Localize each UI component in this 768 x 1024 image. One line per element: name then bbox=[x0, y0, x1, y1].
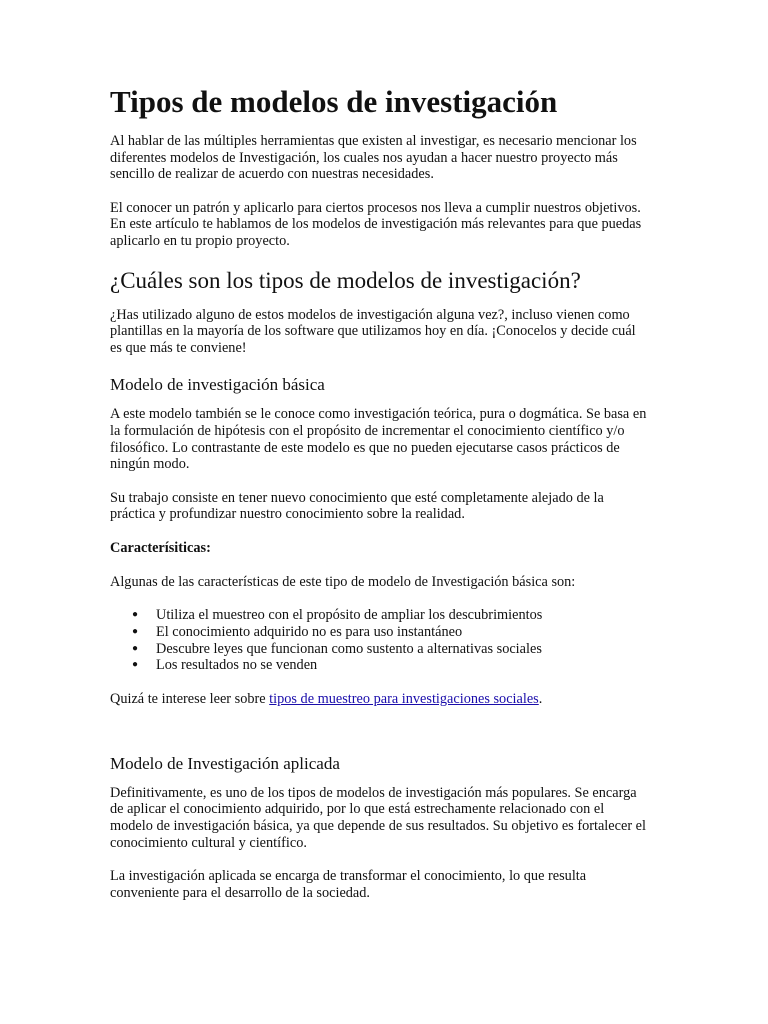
bullet-icon: ● bbox=[132, 642, 139, 654]
list-item bbox=[132, 657, 650, 674]
section-intro-paragraph: ¿Has utilizado alguno de estos modelos de investigación alguna vez?, incluso vienen como plantillas en la mayoría de los software que utilizamos hoy en día. ¡Conocelos y decide cuál es que más te conviene! bbox=[110, 306, 636, 356]
intro-paragraph-1: Al hablar de las múltiples herramientas que existen al investigar, es necesario mencionar los diferentes modelos de Investigación, los cuales nos ayudan a hacer nuestro proyecto más sencillo de realizar de acuerdo con nuestras necesidades. bbox=[110, 133, 637, 183]
basic-model-heading: Modelo de investigación básica bbox=[110, 375, 325, 395]
basic-paragraph-1: A este modelo también se le conoce como investigación teórica, pura o dogmática. Se basa en la formulación de hipótesis con el propósito de incrementar el conocimiento científico y/o filosófico. Lo contrastante de este modelo es que no pueden ejecutarse casos prácticos de ningún modo. bbox=[110, 406, 647, 473]
applied-paragraph-2: La investigación aplicada se encarga de transformar el conocimiento, lo que resulta conveniente para el desarrollo de la sociedad. bbox=[110, 868, 587, 901]
section-heading: ¿Cuáles son los tipos de modelos de investigación? bbox=[110, 267, 581, 293]
related-suffix: . bbox=[538, 691, 543, 708]
list-item-text: Utiliza el muestreo con el propósito de ampliar los descubrimientos bbox=[156, 607, 543, 624]
basic-paragraph-2: Su trabajo consiste en tener nuevo conocimiento que esté completamente alejado de la práctica y profundizar nuestro conocimiento sobre la realidad. bbox=[110, 489, 604, 523]
list-item bbox=[132, 623, 650, 641]
related-link[interactable]: tipos de muestreo para investigaciones sociales bbox=[269, 691, 539, 708]
features-list bbox=[110, 607, 650, 674]
list-item bbox=[132, 607, 650, 624]
list-item bbox=[132, 640, 650, 658]
related-prefix: Quizá te interese leer sobre bbox=[110, 691, 270, 708]
list-item-text: El conocimiento adquirido no es para uso instantáneo bbox=[156, 623, 463, 640]
list-item-text: Los resultados no se venden bbox=[156, 657, 318, 674]
bullet-icon: ● bbox=[132, 625, 139, 637]
features-intro: Algunas de las características de este tipo de modelo de Investigación básica son: bbox=[110, 573, 576, 590]
page-title: Tipos de modelos de investigación bbox=[110, 84, 558, 119]
applied-paragraph-1: Definitivamente, es uno de los tipos de modelos de investigación más populares. Se encarga de aplicar el conocimiento adquirido, por lo que está estrechamente relacionado con el modelo de investigación básica, ya que depende de sus resultados. Su objetivo es fortalecer el conocimiento cultural y científico. bbox=[110, 784, 646, 851]
features-label: Caracterísiticas: bbox=[110, 539, 211, 556]
bullet-icon: ● bbox=[132, 659, 139, 671]
related-reading bbox=[110, 691, 650, 708]
intro-paragraph-2: El conocer un patrón y aplicarlo para ciertos procesos nos lleva a cumplir nuestros objetivos. En este artículo te hablamos de los modelos de investigación más relevantes para que puedas aplicarlo en tu propio proyecto. bbox=[110, 199, 642, 249]
bullet-icon: ● bbox=[132, 609, 139, 621]
document-page bbox=[110, 82, 650, 918]
applied-model-heading: Modelo de Investigación aplicada bbox=[110, 753, 340, 773]
list-item-text: Descubre leyes que funcionan como sustento a alternativas sociales bbox=[156, 640, 542, 657]
